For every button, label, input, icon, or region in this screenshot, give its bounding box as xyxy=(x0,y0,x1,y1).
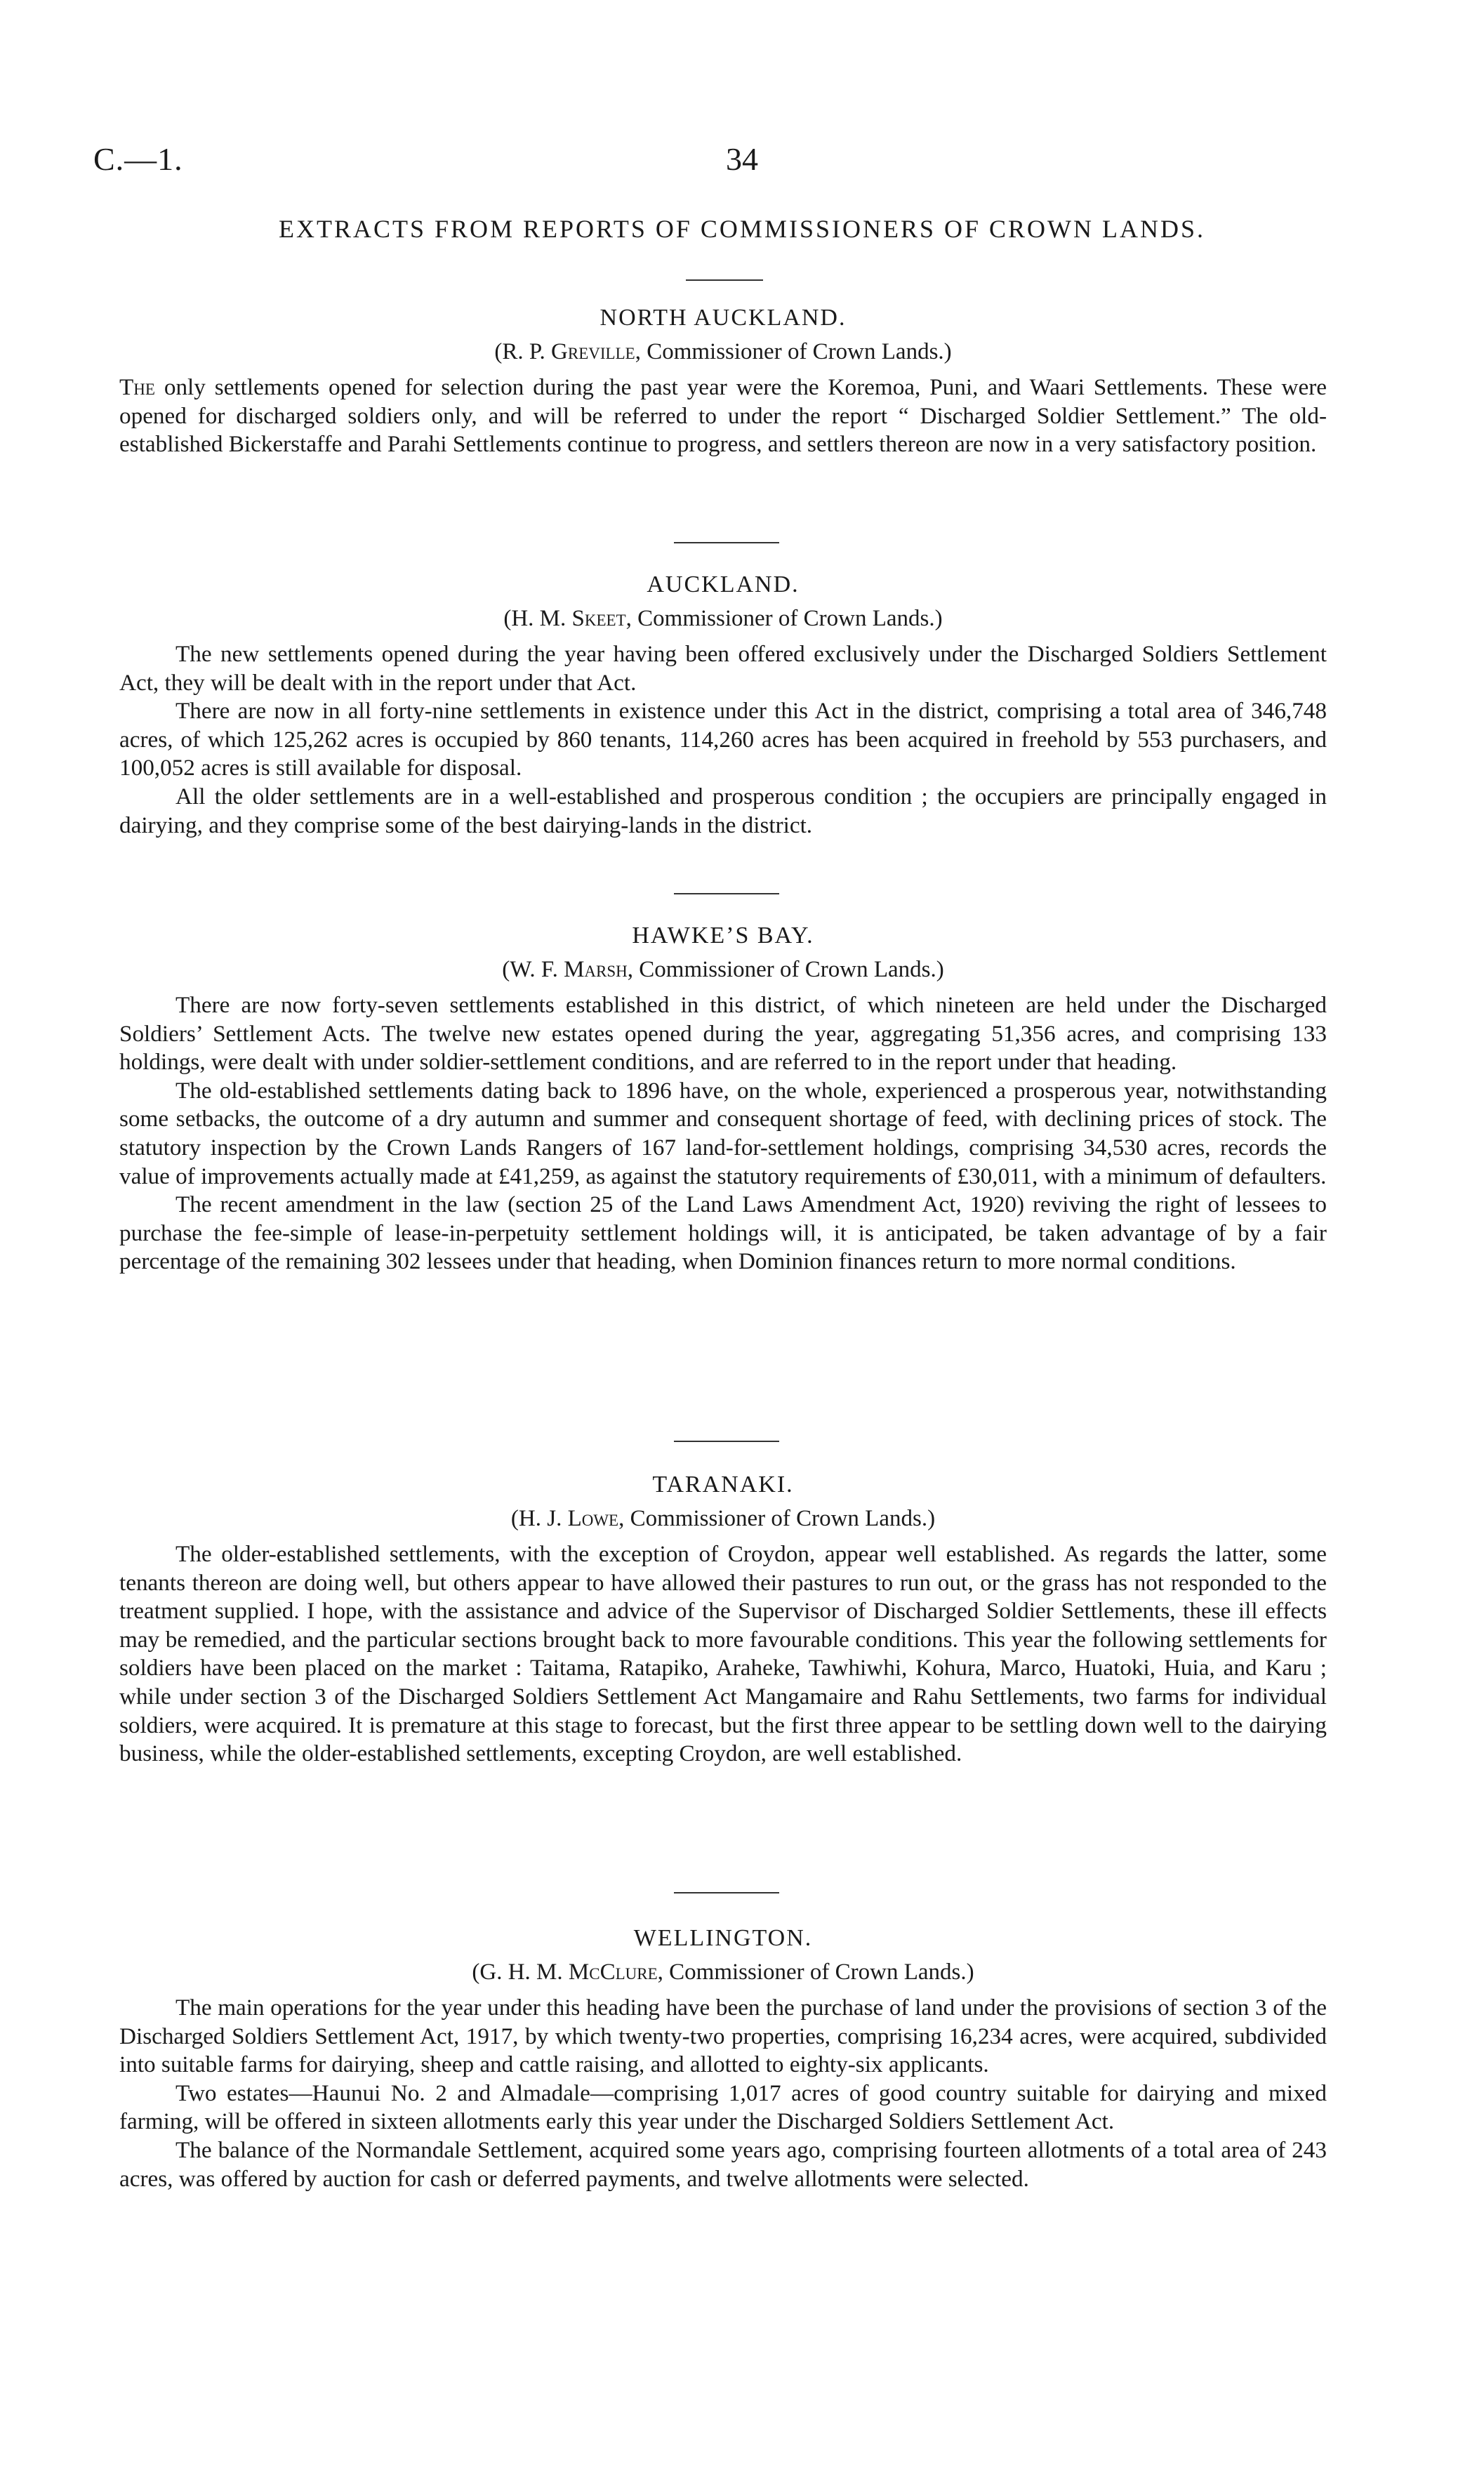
commissioner-line: (H. M. Skeet, Commissioner of Crown Lands.) xyxy=(503,606,943,631)
section-north-auckland xyxy=(119,302,1327,459)
paragraph: The only settlements opened for selection during the past year were the Koremoa, Puni, and Waari Settlements. These were opened for discharged soldiers only, and will be referred to under the report “ Discharged Soldier Settlement.” The old-established Bickerstaffe and Parahi Settlements continue to progress, and settlers thereon are now in a very satisfactory position. xyxy=(119,374,1327,458)
paragraph: There are now in all forty-nine settlements in existence under this Act in the district, comprising a total area of 346,748 acres, of which 125,262 acres is occupied by 860 tenants, 114,260 acres has been acquired in freehold by 553 purchasers, and 100,052 acres is still available for disposal. xyxy=(119,698,1327,781)
commissioner-line: (H. J. Lowe, Commissioner of Crown Lands.) xyxy=(510,1506,936,1531)
divider xyxy=(674,893,779,894)
section-heading: AUCKLAND. xyxy=(647,571,800,597)
paragraph: There are now forty-seven settlements established in this district, of which nineteen are held under the Discharged Soldiers’ Settlement Acts. The twelve new estates opened during the year, aggregating 51,356 acres, and comprising 133 holdings, were dealt with under soldier-settlement conditions, and are referred to in the report under that heading. xyxy=(119,992,1327,1076)
commissioner-line: (W. F. Marsh, Commissioner of Crown Lands.) xyxy=(502,957,944,982)
paragraph: The old-established settlements dating back to 1896 have, on the whole, experienced a prosperous year, notwithstanding some setbacks, the outcome of a dry autumn and summer and consequent shortage of feed, with declining prices of stock. The statutory inspection by the Crown Lands Rangers of 167 land-for-settlement holdings, comprising 34,530 acres, records the value of improvements actually made at £41,259, as against the statutory requirements of £30,011, with a minimum of defaulters. xyxy=(119,1077,1327,1189)
section-heading: NORTH AUCKLAND. xyxy=(599,305,847,331)
section-auckland xyxy=(119,569,1327,840)
paragraph: All the older settlements are in a well-established and prosperous condition ; the occupiers are principally engaged in dairying, and they comprise some of the best dairying-lands in the district. xyxy=(119,783,1327,838)
commissioner-name: Greville xyxy=(551,339,635,364)
divider xyxy=(686,279,763,281)
paragraph: The new settlements opened during the year having been offered exclusively under the Discharged Soldiers Settlement Act, they will be dealt with in the report under that Act. xyxy=(119,641,1327,696)
document-reference: C.—1. xyxy=(93,141,183,177)
section-heading: HAWKE’S BAY. xyxy=(632,923,814,948)
commissioner-name: McClure xyxy=(568,1959,658,1985)
paragraph: The balance of the Normandale Settlement, acquired some years ago, comprising fourteen allotments of a total area of 243 acres, was offered by auction for cash or deferred payments, and twelve allotments were selected. xyxy=(119,2136,1327,2192)
paragraph: The older-established settlements, with the exception of Croydon, appear well established. As regards the latter, some tenants thereon are doing well, but others appear to have allowed their pastures to run out, or the grass has not responded to the treatment supplied. I hope, with the assistance and advice of the Supervisor of Discharged Soldier Settlements, these ill effects may be remedied, and the particular sections brought back to more favourable conditions. This year the following settlements for soldiers have been placed on the market : Taitama, Ratapiko, Araheke, Tawhiwhi, Kohura, Marco, Huatoki, Huia, and Karu ; while under section 3 of the Discharged Soldiers Settlement Act Mangamaire and Rahu Settlements, two farms for individual soldiers, were acquired. It is premature at this stage to forecast, but the first three appear to be settling down well to the dairying business, while the older-established settlements, excepting Croydon, are well established. xyxy=(119,1541,1327,1767)
commissioner-name: Marsh xyxy=(564,957,628,982)
divider xyxy=(674,542,779,543)
section-heading: TARANAKI. xyxy=(652,1472,794,1498)
divider xyxy=(674,1441,779,1442)
commissioner-line: (G. H. M. McClure, Commissioner of Crown Lands.) xyxy=(472,1959,974,1985)
divider xyxy=(674,1892,779,1893)
section-heading: WELLINGTON. xyxy=(633,1925,813,1951)
section-taranaki xyxy=(119,1469,1327,1769)
paragraph: The main operations for the year under this heading have been the purchase of land under the provisions of section 3 of the Discharged Soldiers Settlement Act, 1917, by which twenty-two properties, comprising 16,234 acres, were acquired, subdivided into suitable farms for dairying, sheep and cattle raising, and allotted to eighty-six applicants. xyxy=(119,1995,1327,2078)
commissioner-line: (R. P. Greville, Commissioner of Crown Lands.) xyxy=(494,339,952,364)
page-title: EXTRACTS FROM REPORTS OF COMMISSIONERS OF CROWN LANDS. xyxy=(278,215,1206,243)
commissioner-name: Skeet xyxy=(571,606,626,631)
commissioner-name: Lowe xyxy=(567,1506,619,1531)
lead-word: The xyxy=(119,374,155,400)
paragraph: The recent amendment in the law (section 25 of the Land Laws Amendment Act, 1920) reviving the right of lessees to purchase the fee-simple of lease-in-perpetuity settlement holdings will, it is anticipated, be taken advantage of by a fair percentage of the remaining 302 lessees under that heading, when Dominion finances return to more normal conditions. xyxy=(119,1191,1327,1275)
page-number: 34 xyxy=(726,141,758,177)
section-hawkes-bay xyxy=(119,920,1327,1276)
section-wellington xyxy=(119,1922,1327,2193)
paragraph: Two estates—Haunui No. 2 and Almadale—comprising 1,017 acres of good country suitable for dairying and mixed farming, will be offered in sixteen allotments early this year under the Discharged Soldiers Settlement Act. xyxy=(119,2080,1327,2135)
